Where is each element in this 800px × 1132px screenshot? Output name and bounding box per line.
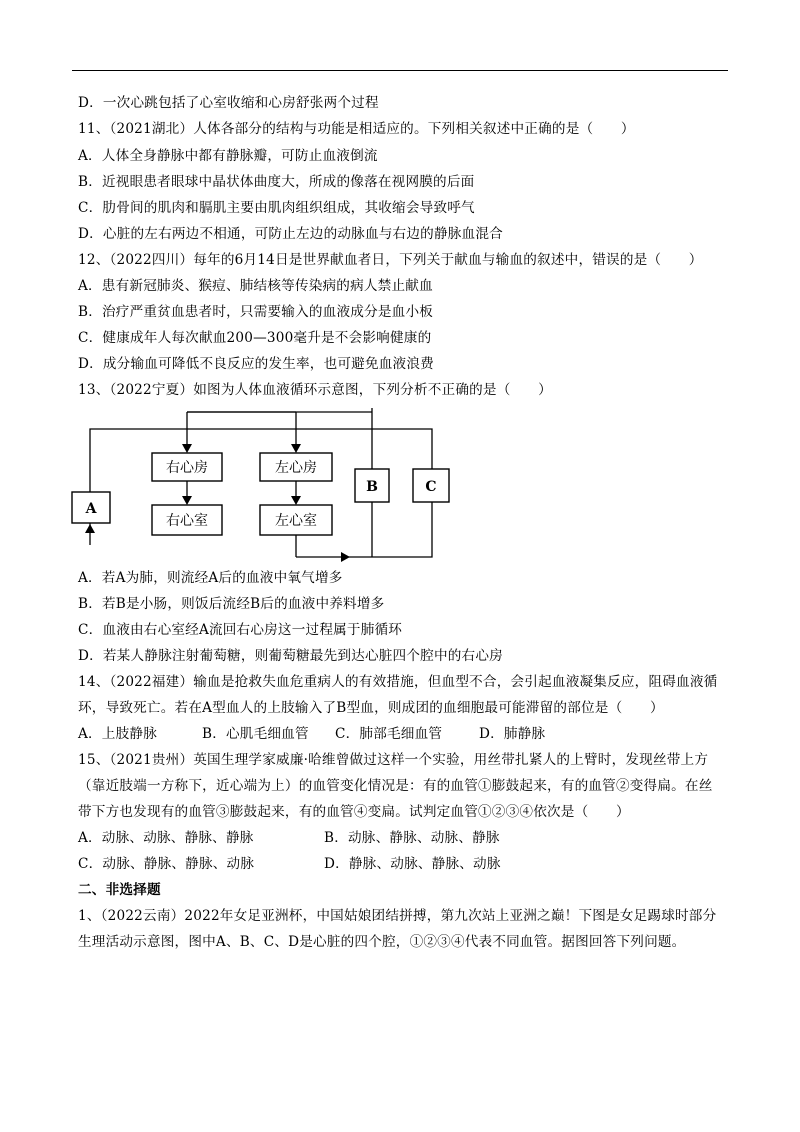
q15-stem-line1: 15、（2021贵州）英国生理学家威廉·哈维曾做过这样一个实验，用丝带扎紧人的上臂时，发现丝带上方 xyxy=(78,752,709,768)
organ-b-label: B xyxy=(366,479,378,495)
organ-a-label: A xyxy=(85,501,97,517)
nq1-stem-line2: 生理活动示意图，图中A、B、C、D是心脏的四个腔，①②③④代表不同血管。据图回答下列问题。 xyxy=(78,934,686,950)
q10-option-d: D．一次心跳包括了心室收缩和心房舒张两个过程 xyxy=(78,95,379,111)
nq1-stem-line1: 1、（2022云南）2022年女足亚洲杯，中国姑娘团结拼搏，第九次站上亚洲之巅！下图是女足踢球时部分 xyxy=(78,908,717,924)
q11-option-c: C．肋骨间的肌肉和膈肌主要由肌肉组织组成，其收缩会导致呼气 xyxy=(78,200,475,216)
q15-option-a: A．动脉、动脉、静脉、静脉 xyxy=(78,830,254,846)
left-atrium-label: 左心房 xyxy=(275,460,317,476)
q14-option-d: D．肺静脉 xyxy=(479,726,546,742)
q13-option-c: C．血液由右心室经A流回右心房这一过程属于肺循环 xyxy=(78,622,403,638)
q15-stem-line3: 带下方也发现有的血管③膨鼓起来，有的血管④变扁。试判定血管①②③④依次是（ ） xyxy=(78,804,630,820)
q13-option-b: B．若B是小肠，则饭后流经B后的血液中养料增多 xyxy=(78,596,385,612)
q15-option-d: D．静脉、动脉、静脉、动脉 xyxy=(324,856,501,872)
q13-option-a: A．若A为肺，则流经A后的血液中氧气增多 xyxy=(78,570,343,586)
q12-option-d: D．成分输血可降低不良反应的发生率，也可避免血液浪费 xyxy=(78,356,434,372)
q14-option-c: C．肺部毛细血管 xyxy=(335,726,443,742)
q14-stem-line1: 14、（2022福建）输血是抢救失血危重病人的有效措施，但血型不合，会引起血液凝集反应，阻碍血液循 xyxy=(78,674,718,690)
organ-c-label: C xyxy=(425,479,437,495)
q15-option-c: C．动脉、静脉、静脉、动脉 xyxy=(78,856,255,872)
q14-stem-line2: 环，导致死亡。若在A型血人的上肢输入了B型血，则成团的血细胞最可能滞留的部位是（ ） xyxy=(78,700,664,716)
q15-option-b: B．动脉、静脉、动脉、静脉 xyxy=(324,830,500,846)
q12-option-b: B．治疗严重贫血患者时，只需要输入的血液成分是血小板 xyxy=(78,304,434,320)
q13-stem: 13、（2022宁夏）如图为人体血液循环示意图，下列分析不正确的是（ ） xyxy=(78,382,552,398)
q11-option-b: B．近视眼患者眼球中晶状体曲度大，所成的像落在视网膜的后面 xyxy=(78,174,475,190)
right-ventricle-label: 右心室 xyxy=(166,513,208,529)
q12-option-a: A．患有新冠肺炎、猴痘、肺结核等传染病的病人禁止献血 xyxy=(78,278,433,294)
q11-option-a: A．人体全身静脉中都有静脉瓣，可防止血液倒流 xyxy=(78,148,378,164)
left-ventricle-label: 左心室 xyxy=(275,513,317,529)
q12-stem: 12、（2022四川）每年的6月14日是世界献血者日，下列关于献血与输血的叙述中，错误的是（ ） xyxy=(78,252,703,268)
q14-option-a: A．上肢静脉 xyxy=(78,726,157,742)
q11-option-d: D．心脏的左右两边不相通，可防止左边的动脉血与右边的静脉血混合 xyxy=(78,226,503,242)
q14-option-b: B．心肌毛细血管 xyxy=(202,726,309,742)
q12-option-c: C．健康成年人每次献血200—300毫升是不会影响健康的 xyxy=(78,330,432,346)
section-heading: 二、非选择题 xyxy=(78,882,161,898)
right-atrium-label: 右心房 xyxy=(166,460,208,476)
q13-option-d: D．若某人静脉注射葡萄糖，则葡萄糖最先到达心脏四个腔中的右心房 xyxy=(78,648,503,664)
q15-stem-line2: （靠近肢端一方称下，近心端为上）的血管变化情况是：有的血管①膨鼓起来，有的血管②变得扁。在丝 xyxy=(78,778,713,794)
q11-stem: 11、（2021湖北）人体各部分的结构与功能是相适应的。下列相关叙述中正确的是（ ） xyxy=(78,121,635,137)
